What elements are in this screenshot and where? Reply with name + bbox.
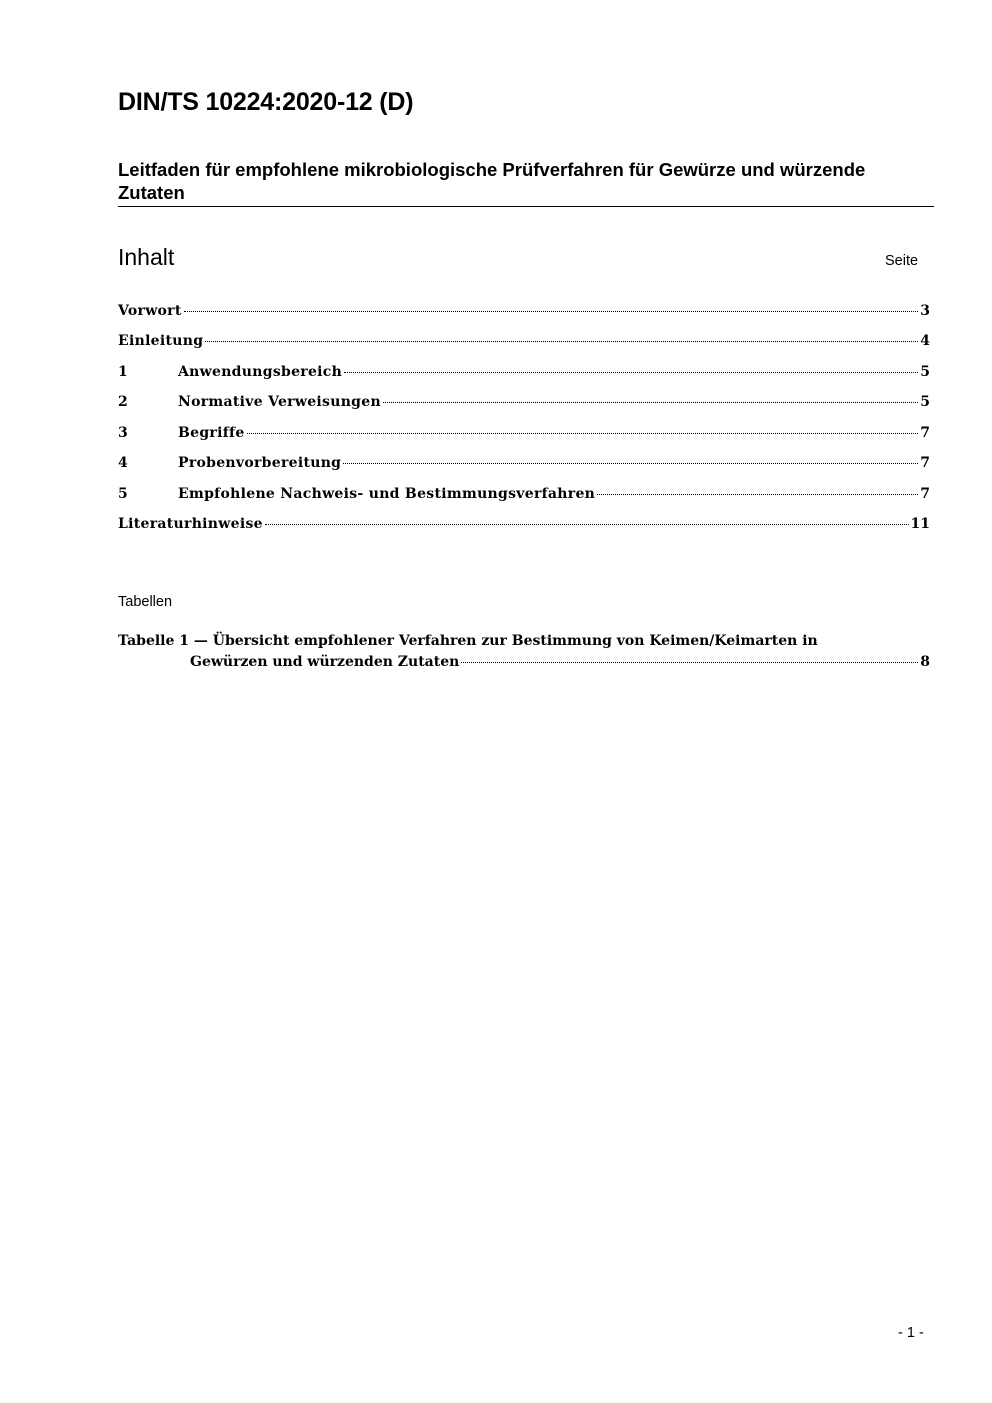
- toc-leader-dots: [247, 433, 919, 434]
- toc-entry-literaturhinweise[interactable]: [118, 516, 930, 536]
- toc-entry-vorwort[interactable]: [118, 303, 930, 323]
- toc-entry-label: Einleitung: [118, 333, 204, 349]
- toc-entry-1[interactable]: [118, 364, 930, 384]
- toc-entry-label: Probenvorbereitung: [178, 455, 342, 471]
- toc-page-column-label: Seite: [885, 253, 919, 269]
- toc-entry-number: 4: [118, 455, 128, 471]
- toc-entry-3[interactable]: [118, 425, 930, 445]
- toc-leader-dots: [344, 372, 918, 373]
- table-entry-caption-line2-row: [190, 654, 930, 674]
- toc-entry-4[interactable]: [118, 455, 930, 475]
- toc-entry-2[interactable]: [118, 394, 930, 414]
- table-entry-caption-line1: Tabelle 1 — Übersicht empfohlener Verfahren zur Bestimmung von Keimen/Keimarten in: [118, 633, 818, 649]
- toc-entry-5[interactable]: [118, 486, 930, 506]
- tables-heading: Tabellen: [118, 594, 173, 610]
- toc-entry-number: 1: [118, 364, 128, 380]
- toc-entry-page: 11: [910, 516, 930, 532]
- toc-entry-page: 3: [920, 303, 930, 319]
- toc-entry-page: 5: [920, 364, 930, 380]
- toc-entry-number: 3: [118, 425, 128, 441]
- toc-entry-label: Anwendungsbereich: [178, 364, 343, 380]
- toc-entry-label: Vorwort: [118, 303, 182, 319]
- title-divider: [118, 206, 934, 207]
- toc-entry-label: Begriffe: [178, 425, 245, 441]
- document-subtitle: Leitfaden für empfohlene mikrobiologische Prüfverfahren für Gewürze und würzende Zutaten: [118, 159, 866, 203]
- toc-leader-dots: [383, 402, 918, 403]
- toc-leader-dots: [461, 662, 918, 663]
- toc-entry-number: 2: [118, 394, 128, 410]
- toc-entry-page: 7: [920, 486, 930, 502]
- table-entry-page: 8: [920, 654, 930, 670]
- toc-entry-label: Literaturhinweise: [118, 516, 263, 532]
- toc-entry-page: 5: [920, 394, 930, 410]
- toc-leader-dots: [205, 341, 918, 342]
- page-number: - 1 -: [898, 1325, 924, 1341]
- toc-entry-label: Empfohlene Nachweis- und Bestimmungsverfahren: [178, 486, 596, 502]
- toc-entry-page: 7: [920, 425, 930, 441]
- document-title: DIN/TS 10224:2020-12 (D): [118, 88, 414, 116]
- toc-entry-page: 7: [920, 455, 930, 471]
- table-entry-caption-line2: Gewürzen und würzenden Zutaten: [190, 654, 460, 670]
- toc-entry-label: Normative Verweisungen: [178, 394, 381, 410]
- toc-heading: Inhalt: [118, 244, 175, 270]
- toc-leader-dots: [597, 494, 918, 495]
- toc-leader-dots: [343, 463, 918, 464]
- toc-entry-page: 4: [920, 333, 930, 349]
- toc-leader-dots: [184, 311, 919, 312]
- toc-entry-number: 5: [118, 486, 128, 502]
- toc-entry-einleitung[interactable]: [118, 333, 930, 353]
- toc-leader-dots: [265, 524, 909, 525]
